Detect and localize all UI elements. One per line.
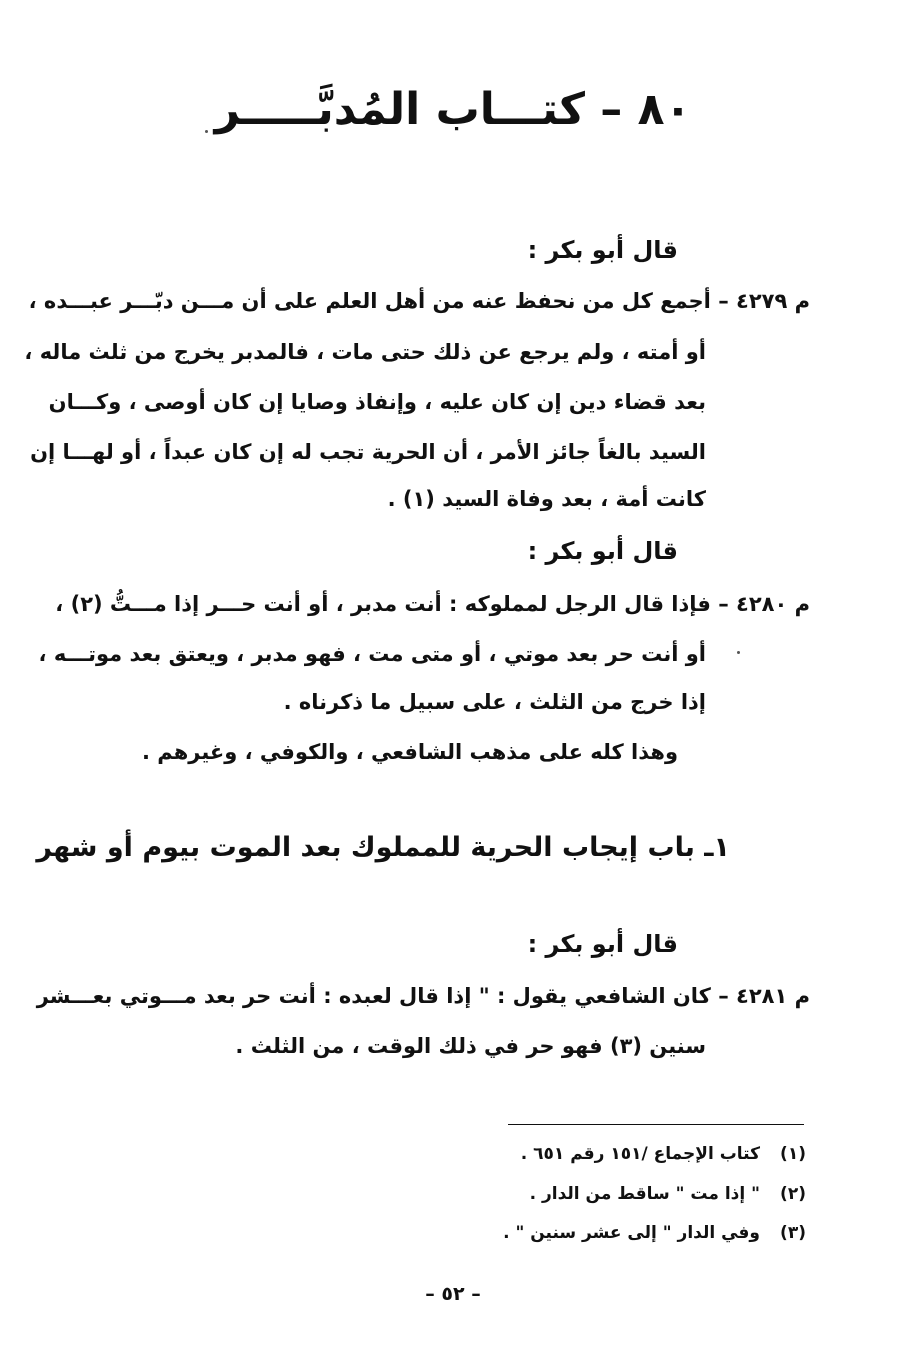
paragraph-line <box>37 984 810 1008</box>
entry-number: م ٤٢٨٠ – <box>718 592 810 616</box>
scan-speck <box>737 651 740 654</box>
paragraph-line: أو أنت حر بعد موتي ، أو متى مت ، فهو مدبر ، ويعتق بعد موتـــه ، <box>38 642 706 666</box>
footnote-text: " إذا مت " ساقط من الدار . <box>529 1184 760 1204</box>
book-title: ٨٠ – كتـــاب المُدبَّـــــر <box>214 84 692 135</box>
paragraph-line: السيد بالغاً جائز الأمر ، أن الحرية تجب له إن كان عبداً ، أو لهـــا إن <box>30 440 706 464</box>
footnote <box>530 1184 806 1204</box>
footnote <box>521 1144 806 1164</box>
page-number: – ٥٢ – <box>425 1283 481 1305</box>
paragraph-line: بعد قضاء دين إن كان عليه ، وإنفاذ وصايا إن كان أوصى ، وكـــان <box>48 390 706 414</box>
line-text: كان الشافعي يقول : " إذا قال لعبده : أنت حر بعد مـــوتي بعـــشر <box>36 984 711 1008</box>
entry-number: م ٤٢٨١ – <box>718 984 810 1008</box>
footnote <box>503 1223 806 1243</box>
speaker-label: قال أبو بكر : <box>527 537 678 565</box>
paragraph-line: إذا خرج من الثلث ، على سبيل ما ذكرناه . <box>283 690 706 714</box>
paragraph-line <box>55 592 810 616</box>
speaker-label: قال أبو بكر : <box>527 930 678 958</box>
chapter-heading: ١ـ باب إيجاب الحرية للمملوك بعد الموت بيوم أو شهر <box>36 832 730 863</box>
scan-speck <box>205 130 208 133</box>
footnote-marker: (٢) <box>780 1184 806 1204</box>
paragraph-line: وهذا كله على مذهب الشافعي ، والكوفي ، وغيرهم . <box>141 740 678 764</box>
footnote-marker: (٣) <box>780 1223 806 1243</box>
footnote-text: وفي الدار " إلى عشر سنين " . <box>503 1223 760 1243</box>
paragraph-line: كانت أمة ، بعد وفاة السيد (١) . <box>387 487 706 511</box>
line-text: فإذا قال الرجل لمملوكه : أنت مدبر ، أو أنت حـــر إذا مـــتُّ (٢) ، <box>55 592 711 616</box>
paragraph-line: أو أمته ، ولم يرجع عن ذلك حتى مات ، فالمدبر يخرج من ثلث ماله ، <box>24 340 706 364</box>
line-text: أجمع كل من نحفظ عنه من أهل العلم على أن مـــن دبّـــر عبـــده ، <box>28 289 711 313</box>
footnote-text: كتاب الإجماع /١٥١ رقم ٦٥١ . <box>520 1144 760 1164</box>
paragraph-line: سنين (٣) فهو حر في ذلك الوقت ، من الثلث . <box>235 1034 706 1058</box>
paragraph-line <box>29 289 810 313</box>
footnote-marker: (١) <box>780 1144 806 1164</box>
speaker-label: قال أبو بكر : <box>527 236 678 264</box>
entry-number: م ٤٢٧٩ – <box>718 289 810 313</box>
footnote-divider <box>508 1124 804 1125</box>
